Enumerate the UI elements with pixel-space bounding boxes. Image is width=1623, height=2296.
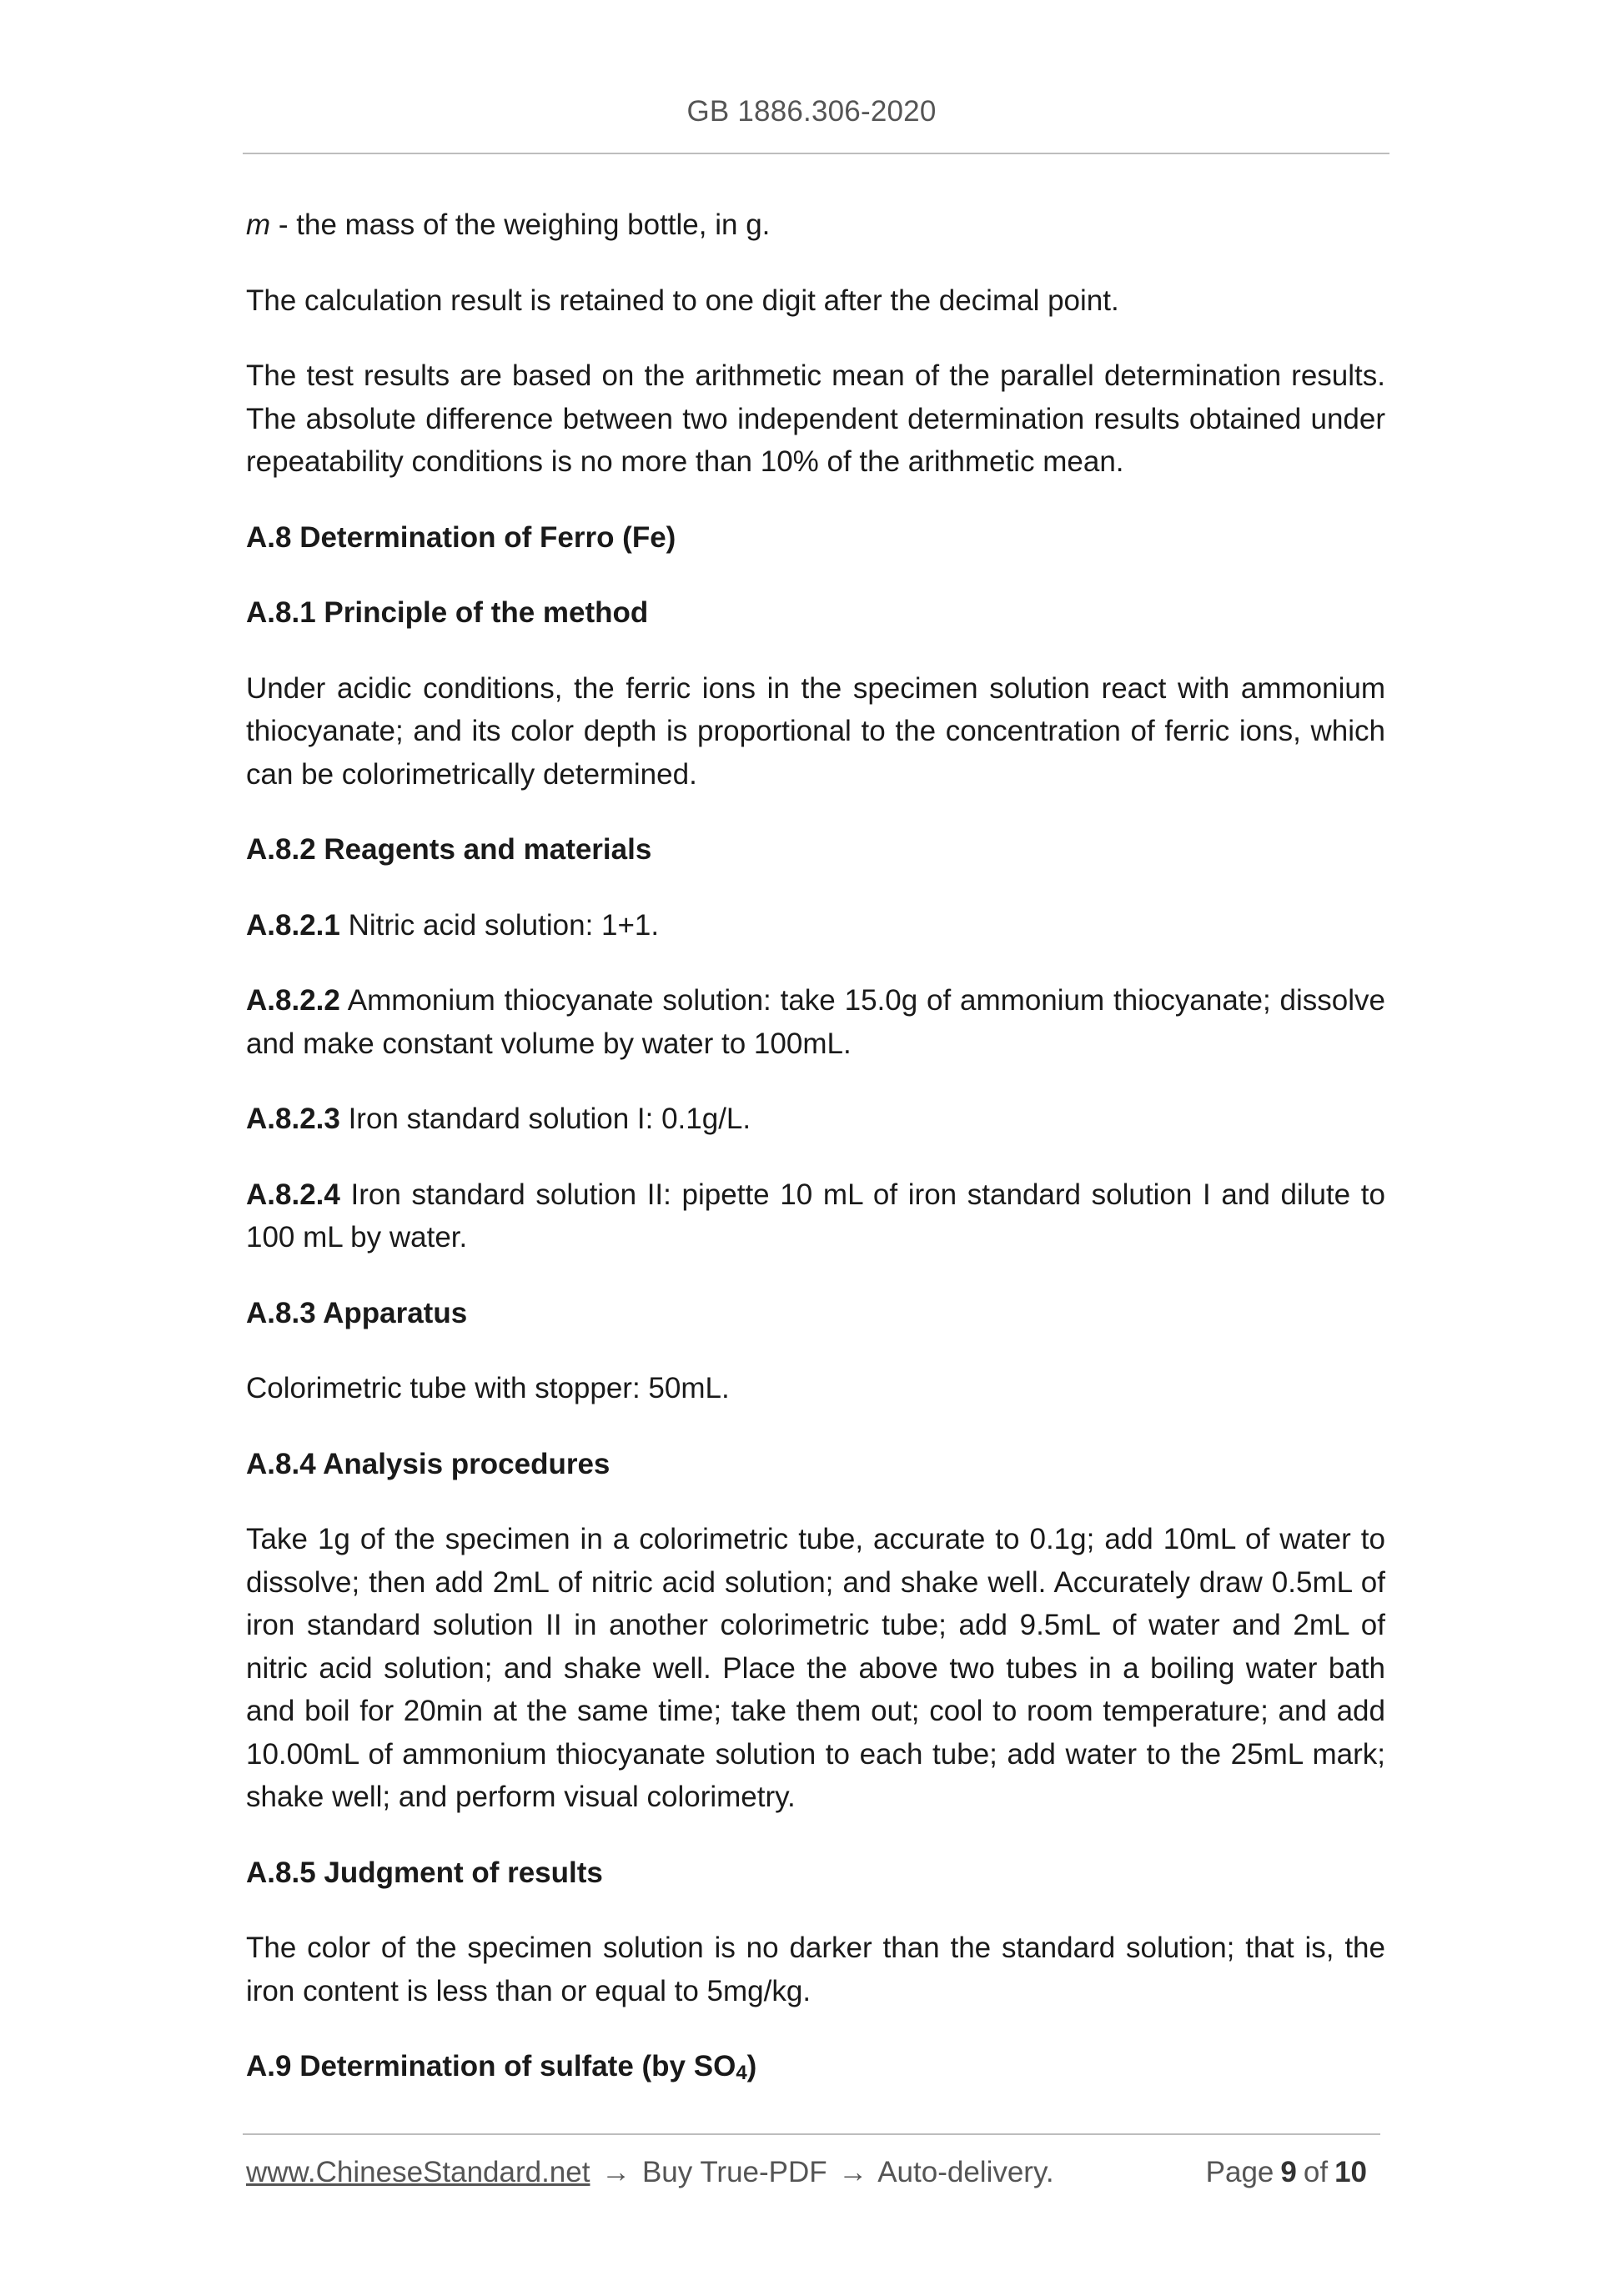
page-number: [1206, 2156, 1374, 2189]
reagent-number: A.8.2.1: [246, 908, 340, 942]
reagent-a824: [246, 1173, 1385, 1259]
buy-text: Buy True-PDF: [641, 2156, 827, 2188]
section-heading-a82: A.8.2 Reagents and materials: [246, 833, 652, 866]
reagent-text: Ammonium thiocyanate solution: take 15.0g of ammonium thiocyanate; dissolve and make constant volume by water to 100mL.: [246, 984, 1385, 1060]
section-heading-a84: A.8.4 Analysis procedures: [246, 1447, 611, 1480]
subscript: 4: [736, 2062, 747, 2084]
paragraph-rounding: The calculation result is retained to one digit after the decimal point.: [246, 284, 1119, 317]
footer-divider: [243, 2133, 1380, 2135]
reagent-number: A.8.2.4: [246, 1178, 340, 1211]
page-header-title: GB 1886.306-2020: [686, 95, 937, 128]
section-heading-a85: A.8.5 Judgment of results: [246, 1856, 603, 1889]
heading-close: ): [746, 2050, 757, 2082]
page-footer: [246, 2156, 1380, 2196]
reagent-text: Iron standard solution II: pipette 10 mL of iron standard solution I and dilute to 100 mL by water.: [246, 1178, 1385, 1254]
page-total: 10: [1334, 2156, 1367, 2188]
delivery-text: Auto-delivery.: [877, 2156, 1054, 2188]
reagent-text: Nitric acid solution: 1+1.: [339, 908, 660, 942]
reagent-text: Iron standard solution I: 0.1g/L.: [339, 1103, 751, 1135]
variable-definition: [246, 203, 1385, 247]
page-label: Page: [1205, 2156, 1274, 2188]
reagent-number: A.8.2.2: [246, 984, 340, 1017]
paragraph-test-results: The test results are based on the arithmetic mean of the parallel determination results. The absolute difference between two independent determination results obtained under repeatability conditions is no more than 10% of the arithmetic mean.: [246, 359, 1385, 478]
document-body: [246, 203, 1385, 2128]
variable-symbol: m: [246, 208, 271, 241]
site-link[interactable]: www.ChineseStandard.net: [246, 2156, 590, 2188]
arrow-right-icon: →: [601, 2156, 631, 2188]
paragraph-principle: Under acidic conditions, the ferric ions in the specimen solution react with ammonium thiocyanate; and its color depth is proportional to the concentration of ferric ions, which can be colorimetrically determined.: [246, 671, 1385, 791]
reagent-a821: [246, 904, 1385, 947]
page-current: 9: [1280, 2156, 1297, 2188]
heading-text: A.9 Determination of sulfate (by SO: [246, 2050, 736, 2082]
reagent-number: A.8.2.3: [246, 1103, 340, 1135]
paragraph-judgment: The color of the specimen solution is no darker than the standard solution; that is, the iron content is less than or equal to 5mg/kg.: [246, 1932, 1385, 2007]
reagent-a823: [246, 1098, 1385, 1141]
arrow-right-icon: →: [838, 2156, 868, 2188]
section-heading-a8: A.8 Determination of Ferro (Fe): [246, 520, 676, 554]
paragraph-apparatus: Colorimetric tube with stopper: 50mL.: [246, 1372, 730, 1404]
page-of: of: [1303, 2156, 1329, 2188]
section-heading-a83: A.8.3 Apparatus: [246, 1296, 468, 1329]
reagent-a822: [246, 979, 1385, 1065]
variable-description: - the mass of the weighing bottle, in g.: [270, 208, 771, 241]
paragraph-procedures: Take 1g of the specimen in a colorimetric tube, accurate to 0.1g; add 10mL of water to dissolve; then add 2mL of nitric acid solution; and shake well. Accurately draw 0.5mL of iron standard solution II in another colorimetric tube; add 9.5mL of water and 2mL of nitric acid solution; and shake well. Place the above two tubes in a boiling water bath and boil for 20min at the same time; take them out; cool to room temperature; and add 10.00mL of ammonium thiocyanate solution to each tube; add water to the 25mL mark; shake well; and perform visual colorimetry.: [246, 1523, 1385, 1813]
section-heading-a81: A.8.1 Principle of the method: [246, 596, 649, 629]
section-heading-a9: [246, 2045, 1385, 2095]
footer-promo: [246, 2156, 1054, 2189]
header-divider: [243, 153, 1389, 154]
